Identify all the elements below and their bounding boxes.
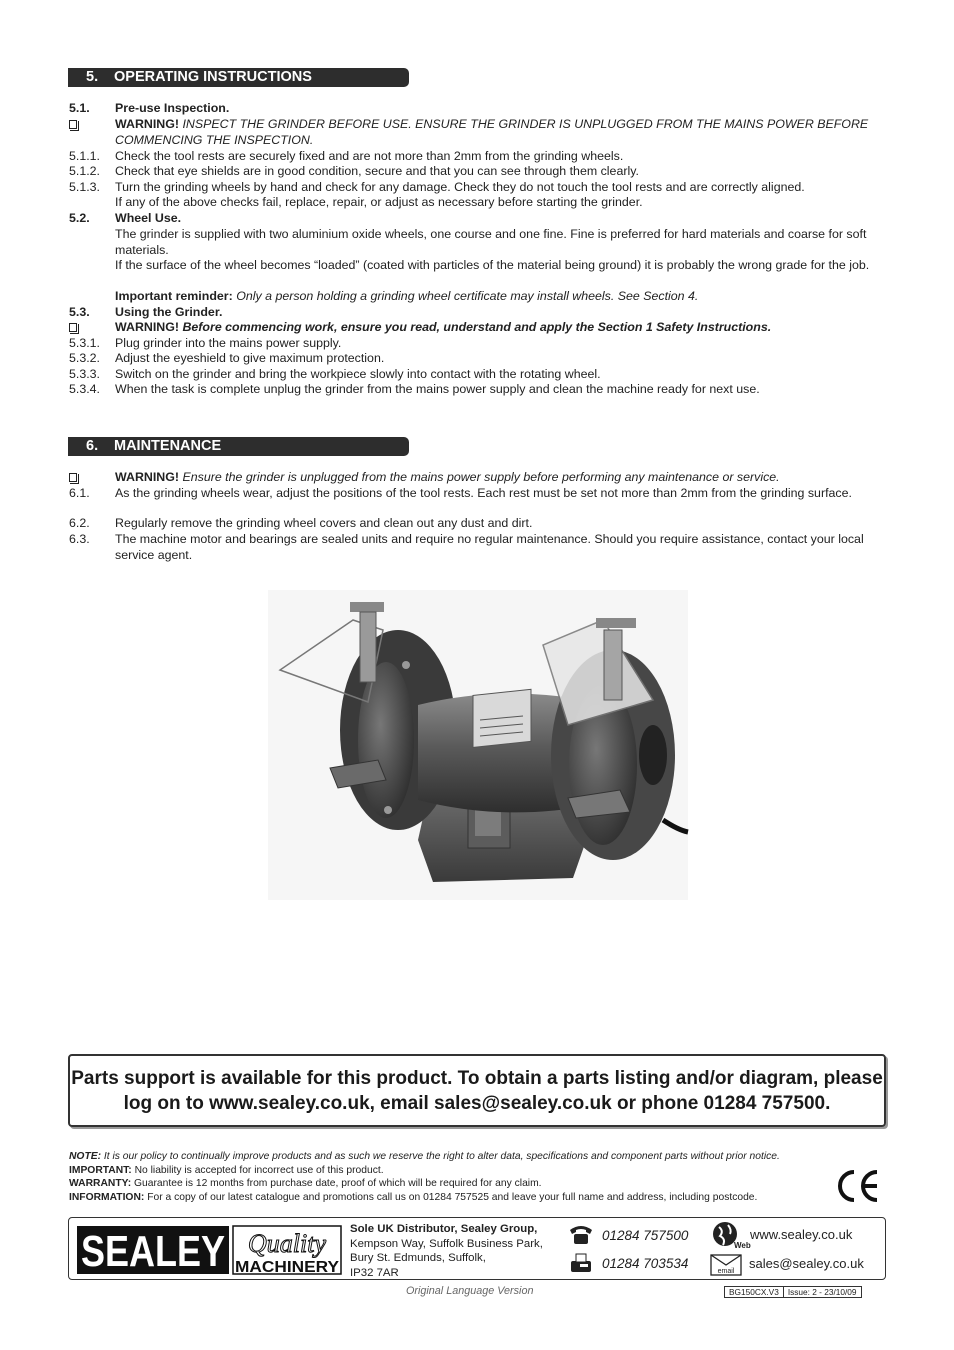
line-number: 5.3.4. — [69, 382, 101, 396]
line-text: If any of the above checks fail, replace, repair, or adjust as necessary before starting the grinder. — [115, 195, 643, 209]
distributor-title: Sole UK Distributor, Sealey Group, — [350, 1223, 538, 1235]
important-label: IMPORTANT: — [69, 1164, 132, 1176]
issue-info: Issue: 2 - 23/10/09 — [783, 1287, 861, 1297]
note-label: NOTE: — [69, 1151, 102, 1162]
email-envelope-icon — [710, 1254, 742, 1276]
important-text: No liability is accepted for incorrect use of this product. — [134, 1164, 384, 1176]
line-number: 5.1. — [69, 101, 90, 115]
line-text: Adjust the eyeshield to give maximum protection. — [115, 351, 385, 365]
line-wheel-loaded — [69, 258, 884, 274]
section-6-number: 6. — [86, 438, 99, 454]
notes-block — [69, 1150, 859, 1204]
line-text: Turn the grinding wheels by hand and check for any damage. Check they do not touch the tool rests and are correctly aligned. — [115, 180, 805, 194]
section-6-title: MAINTENANCE — [114, 438, 222, 454]
line-text: When the task is complete unplug the grinder from the mains power supply and clean the machine ready for next use. — [115, 382, 760, 396]
line-number: 5.1.1. — [69, 149, 101, 163]
line-number: 5.2. — [69, 211, 90, 225]
sealey-quality-machinery-logo — [75, 1222, 343, 1276]
line-5-2 — [69, 211, 884, 227]
address-line: IP32 7AR — [350, 1266, 399, 1279]
line-text: Check the tool rests are securely fixed and are not more than 2mm from the grinding wheels. — [115, 149, 624, 163]
line-number: 5.3.2. — [69, 351, 101, 365]
line-5-1-1 — [69, 149, 884, 165]
line-important-reminder — [69, 289, 884, 305]
fax-number[interactable]: 01284 703534 — [602, 1256, 689, 1271]
line-6-2 — [69, 516, 884, 532]
line-6-1 — [69, 486, 884, 502]
checkbox-icon — [69, 470, 77, 486]
line-5-3-4 — [69, 382, 884, 398]
section-6-header — [68, 437, 409, 456]
line-5-3-3 — [69, 367, 884, 383]
phone-number[interactable]: 01284 757500 — [602, 1228, 689, 1243]
web-globe-icon — [710, 1221, 751, 1250]
line-5-3-1 — [69, 336, 884, 352]
address-line: Bury St. Edmunds, Suffolk, — [350, 1252, 486, 1264]
line-text: Regularly remove the grinding wheel covers and clean out any dust and dirt. — [115, 516, 533, 530]
line-number: 6.3. — [69, 532, 90, 546]
line-heading: Pre-use Inspection. — [115, 101, 230, 115]
svg-text:Web: Web — [734, 1241, 751, 1250]
line-5-3-2 — [69, 351, 884, 367]
distributor-address — [350, 1222, 543, 1280]
reminder-text: Only a person holding a grinding wheel certificate may install wheels. See Section 4. — [236, 289, 699, 303]
document-id-box — [724, 1286, 862, 1298]
original-language-note: Original Language Version — [406, 1285, 534, 1297]
line-text: Switch on the grinder and bring the workpiece slowly into contact with the rotating wheel. — [115, 367, 601, 381]
parts-support-text: Parts support is available for this product. To obtain a parts listing and/or diagram, please log on to www.sealey.co.uk, email sales@sealey.co.uk or phone 01284 757500. — [71, 1067, 883, 1114]
warning-text: INSPECT THE GRINDER BEFORE USE. ENSURE THE GRINDER IS UNPLUGGED FROM THE MAINS POWER BEFORE COMMENCING THE INSPECTION. — [115, 117, 869, 147]
reminder-label: Important reminder: — [115, 289, 233, 303]
line-6-3 — [69, 532, 884, 563]
svg-text:Quality: Quality — [248, 1229, 326, 1258]
parts-support-box — [68, 1054, 886, 1127]
section-5-header — [68, 68, 409, 87]
warning-label: WARNING! — [115, 320, 180, 334]
important-line — [69, 1164, 859, 1178]
information-label: INFORMATION: — [69, 1191, 145, 1203]
line-text: If the surface of the wheel becomes “loaded” (coated with particles of the material being ground) it is probably the wrong grade for the job. — [115, 258, 870, 272]
line-5-3 — [69, 305, 884, 321]
warning-label: WARNING! — [115, 117, 180, 131]
warranty-text: Guarantee is 12 months from purchase date, proof of which will be required for any claim. — [134, 1178, 542, 1190]
line-number: 5.1.3. — [69, 180, 101, 194]
line-warning-3 — [69, 470, 884, 486]
note-line — [69, 1150, 859, 1164]
line-number: 5.3.3. — [69, 367, 101, 381]
information-text: For a copy of our latest catalogue and promotions call us on 01284 757525 and leave your full name and address, including postcode. — [147, 1191, 758, 1203]
bench-grinder-image — [268, 590, 688, 900]
address-line: Kempson Way, Suffolk Business Park, — [350, 1237, 543, 1250]
footer-box — [68, 1217, 886, 1280]
checkbox-icon — [69, 117, 77, 133]
doc-code: BG150CX.V3 — [729, 1287, 779, 1297]
line-text: The grinder is supplied with two aluminium oxide wheels, one course and one fine. Fine is preferred for hard materials and coarse for soft materials. — [115, 227, 867, 257]
telephone-icon — [568, 1224, 594, 1246]
line-5-1-2 — [69, 164, 884, 180]
line-text: Plug grinder into the mains power supply. — [115, 336, 342, 350]
checkbox-icon — [69, 320, 77, 336]
information-line — [69, 1191, 859, 1205]
line-number: 6.1. — [69, 486, 90, 500]
svg-text:email: email — [717, 1268, 735, 1275]
line-checks-fail — [69, 195, 884, 211]
line-text: The machine motor and bearings are sealed units and require no regular maintenance. Should you require assistance, contact your local service agent. — [115, 532, 864, 562]
line-text: As the grinding wheels wear, adjust the positions of the tool rests. Each rest must be set not more than 2mm from the grinding surface. — [115, 486, 852, 500]
email-link[interactable]: sales@sealey.co.uk — [749, 1256, 864, 1271]
line-5-1-3 — [69, 180, 884, 196]
warning-label: WARNING! — [115, 470, 180, 484]
note-text: It is our policy to continually improve products and as such we reserve the right to alter data, specifications and component parts without prior notice. — [103, 1151, 780, 1162]
fax-icon — [568, 1252, 594, 1274]
line-number: 6.2. — [69, 516, 90, 530]
warning-text: Before commencing work, ensure you read, understand and apply the Section 1 Safety Instructions. — [182, 320, 772, 334]
section-5-number: 5. — [86, 69, 99, 85]
line-warning-2 — [69, 320, 884, 336]
warning-text: Ensure the grinder is unplugged from the mains power supply before performing any maintenance or service. — [182, 470, 780, 484]
website-link[interactable]: www.sealey.co.uk — [750, 1227, 853, 1242]
line-heading: Using the Grinder. — [115, 305, 223, 319]
ce-mark-icon — [835, 1168, 881, 1204]
line-number: 5.1.2. — [69, 164, 101, 178]
svg-text:MACHINERY: MACHINERY — [235, 1259, 340, 1276]
svg-text:SEALEY: SEALEY — [81, 1227, 225, 1276]
warranty-label: WARRANTY: — [69, 1178, 132, 1190]
line-number: 5.3.1. — [69, 336, 101, 350]
line-wheels-supplied — [69, 227, 884, 258]
line-5-1 — [69, 101, 884, 117]
section-5-title: OPERATING INSTRUCTIONS — [114, 69, 312, 85]
line-text: Check that eye shields are in good condition, secure and that you can see through them clearly. — [115, 164, 639, 178]
warranty-line — [69, 1177, 859, 1191]
line-warning-1 — [69, 117, 884, 148]
line-heading: Wheel Use. — [115, 211, 182, 225]
line-number: 5.3. — [69, 305, 90, 319]
